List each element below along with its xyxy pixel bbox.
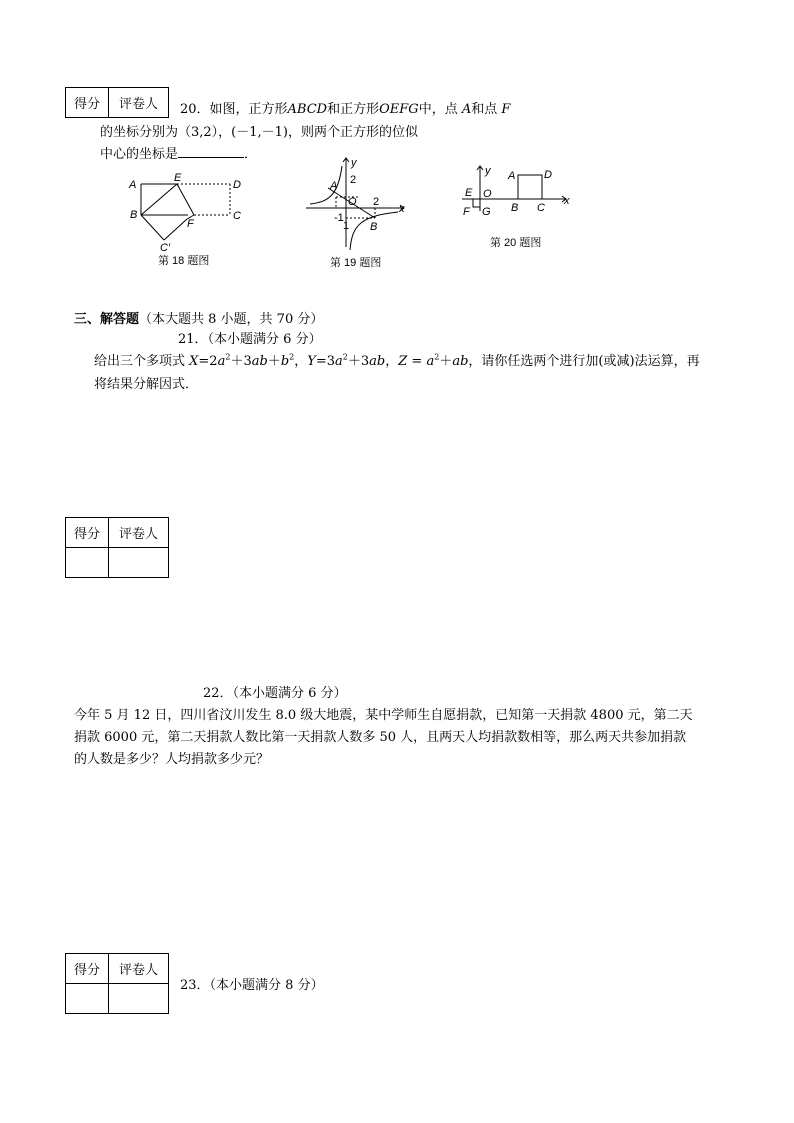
- grader-label: 评卷人: [109, 954, 169, 984]
- fig19-label-neg1: -1: [334, 212, 344, 224]
- q21-line1: [94, 350, 700, 369]
- q21-text: =: [407, 354, 427, 369]
- grader-cell[interactable]: [109, 548, 169, 578]
- q21-exponent: 2: [434, 352, 440, 362]
- fig18-label-a: A: [129, 179, 137, 191]
- q20-line3-text: 中心的坐标是: [100, 147, 179, 162]
- q20-intro: 20．如图，正方形: [180, 102, 288, 117]
- fig19-label-y: y: [351, 157, 357, 169]
- fig20-label-b: B: [511, 202, 519, 214]
- fig20-label-f: F: [463, 206, 470, 218]
- answer-blank[interactable]: [178, 145, 244, 158]
- q23-header: 23．（本小题满分 8 分）: [180, 978, 324, 993]
- q21-text: 给出三个多项式: [94, 354, 190, 369]
- q20-square1: ABCD: [287, 102, 328, 117]
- q21-var-ab: ab: [251, 354, 268, 369]
- fig19-label-2y: 2: [350, 174, 357, 186]
- fig18-label-c: C: [233, 210, 241, 222]
- score-label: 得分: [66, 954, 109, 984]
- fig19-label-x: x: [399, 203, 405, 215]
- score-cell[interactable]: [66, 984, 109, 1014]
- figure-20: [460, 163, 575, 253]
- q20-line3-end: ．: [244, 147, 258, 162]
- fig19-label-2x: 2: [373, 196, 380, 208]
- q21-var-a: a: [426, 354, 435, 369]
- q20-mid: 中，点: [418, 102, 458, 117]
- fig18-label-c-prime: C′: [160, 242, 171, 254]
- q21-text: ＋3: [347, 354, 370, 369]
- q21-text: ＋: [439, 354, 453, 369]
- q21-line2: 将结果分解因式．: [94, 377, 199, 392]
- grader-label: 评卷人: [109, 518, 169, 548]
- figure-19: [300, 152, 415, 272]
- fig20-label-o: O: [483, 188, 492, 200]
- q20-line3: [100, 143, 257, 162]
- q21-text: =3: [315, 354, 336, 369]
- q20-line1: [180, 98, 510, 117]
- fig18-label-e: E: [174, 172, 182, 184]
- figure-18: [125, 170, 260, 270]
- fig19-label-1: 1: [343, 220, 350, 232]
- q21-text: ＋: [267, 354, 281, 369]
- q21-var-x: X: [189, 354, 199, 369]
- q20-square2: OEFG: [379, 102, 419, 117]
- q21-text: ，: [294, 354, 308, 369]
- q21-header: 21．（本小题满分 6 分）: [178, 332, 322, 347]
- q21-var-y: Y: [307, 354, 316, 369]
- q22-header: 22．（本小题满分 6 分）: [203, 686, 347, 701]
- q22-line3: 的人数是多少？人均捐款多少元？: [74, 752, 270, 767]
- fig20-label-g: G: [482, 206, 491, 218]
- q21-text: =2: [198, 354, 218, 369]
- fig18-label-d: D: [233, 179, 241, 191]
- section-3-heading: [74, 308, 323, 327]
- section-3-title: 三、解答题: [74, 312, 140, 327]
- q21-exponent: 2: [225, 352, 231, 362]
- q21-text: ＋3: [230, 354, 252, 369]
- q21-var-z: Z: [398, 354, 408, 369]
- q21-var-b: b: [280, 354, 290, 369]
- fig20-label-c: C: [537, 202, 545, 214]
- section-3-note: （本大题共 8 小题，共 70 分）: [139, 312, 324, 327]
- q21-var-ab: ab: [452, 354, 469, 369]
- q21-var-a: a: [217, 354, 226, 369]
- score-box-underline: [65, 117, 168, 118]
- q21-exponent: 2: [289, 352, 295, 362]
- fig19-label-b: B: [370, 221, 378, 233]
- q20-and-square: 和正方形: [327, 102, 380, 117]
- fig18-label-b: B: [130, 209, 138, 221]
- q21-var-a: a: [335, 354, 343, 369]
- q22-line1: 今年 5 月 12 日，四川省汶川发生 8.0 级大地震，某中学师生自愿捐款，已知第一天捐款 4800 元，第二天: [74, 708, 693, 723]
- fig20-label-x: x: [564, 195, 570, 207]
- fig20-label-a: A: [508, 170, 516, 182]
- fig20-label-y: y: [485, 165, 491, 177]
- q20-point-a: A: [461, 102, 472, 117]
- q21-var-ab: ab: [369, 354, 386, 369]
- q20-and-point: 和点: [471, 102, 498, 117]
- grader-cell[interactable]: [109, 984, 169, 1014]
- score-box-q23: [65, 953, 169, 1014]
- fig19-label-o: O: [348, 196, 357, 208]
- fig19-label-a: A: [330, 180, 338, 192]
- fig20-label-d: D: [544, 169, 552, 181]
- q20-line2: 的坐标分别为（3,2），(－1,－1)，则两个正方形的位似: [100, 125, 418, 140]
- score-box-q20: [65, 87, 169, 118]
- score-box-q22: [65, 517, 169, 578]
- score-label: 得分: [66, 518, 109, 548]
- score-cell[interactable]: [66, 548, 109, 578]
- q21-text: ，请你任选两个进行加(或减)法运算，再: [468, 354, 700, 369]
- q21-exponent: 2: [342, 352, 348, 362]
- q20-point-f: F: [501, 102, 511, 117]
- fig18-caption: 第 18 题图: [158, 255, 210, 267]
- fig20-label-e: E: [465, 187, 473, 199]
- score-label: 得分: [66, 88, 109, 118]
- fig20-caption: 第 20 题图: [490, 237, 542, 249]
- fig18-label-f: F: [187, 218, 194, 230]
- fig19-caption: 第 19 题图: [330, 257, 382, 269]
- q22-line2: 捐款 6000 元，第二天捐款人数比第一天捐款人数多 50 人，且两天人均捐款数相等，那么两天共参加捐款: [74, 730, 687, 745]
- q21-text: ，: [385, 354, 399, 369]
- grader-label: 评卷人: [109, 88, 169, 118]
